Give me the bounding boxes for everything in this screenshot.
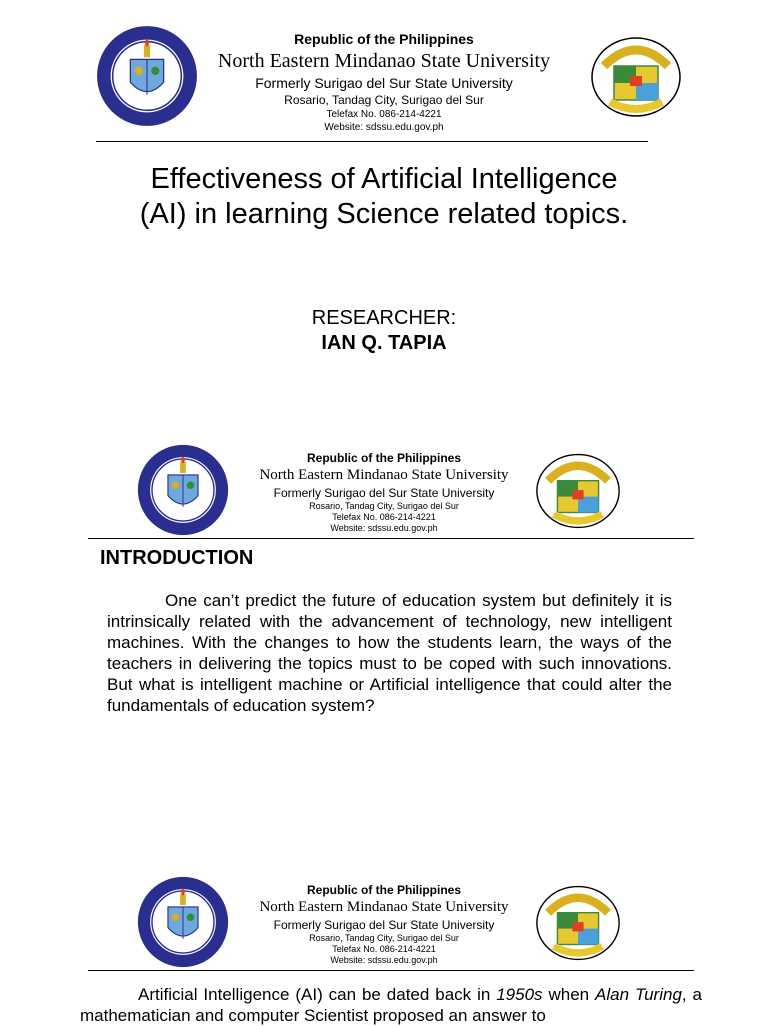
body-text-part: Artificial Intelligence (AI) can be dated back in <box>138 985 497 1004</box>
body-paragraph <box>80 984 702 1026</box>
header-formerly: Formerly Surigao del Sur State University <box>255 75 513 91</box>
body-text-part: when <box>542 985 596 1004</box>
header-address: Rosario, Tandag City, Surigao del Sur <box>309 933 459 943</box>
header-address: Rosario, Tandag City, Surigao del Sur <box>284 93 484 107</box>
header-telefax: Telefax No. 086-214-4221 <box>332 944 436 954</box>
header-republic: Republic of the Philippines <box>306 451 461 465</box>
header-telefax: Telefax No. 086-214-4221 <box>326 109 442 120</box>
header-telefax: Telefax No. 086-214-4221 <box>332 512 436 522</box>
researcher-label: RESEARCHER: <box>311 307 457 329</box>
header-formerly: Formerly Surigao del Sur State University <box>273 918 495 932</box>
section-heading: INTRODUCTION <box>100 547 254 569</box>
header-website: Website: sdssu.edu.gov.ph <box>330 955 438 965</box>
letterhead <box>0 882 768 966</box>
letterhead <box>0 30 768 134</box>
header-divider <box>96 141 648 142</box>
header-address: Rosario, Tandag City, Surigao del Sur <box>309 501 459 511</box>
body-era: 1950s <box>496 985 543 1004</box>
body-text-part: , a mathematician and computer Scientist proposed an answer to <box>80 985 702 1025</box>
header-website: Website: sdssu.edu.gov.ph <box>330 523 438 533</box>
header-website: Website: sdssu.edu.gov.ph <box>324 122 444 133</box>
introduction-paragraph: One can’t predict the future of education system but definitely it is intrinsically related with the advancement of technology, new intelligent machines. With the changes to how the students learn, the ways of the teachers in delivering the topics must to be coped with such innovations. But what is intelligent machine or Artificial intelligence that could alter the fundamentals of education system? <box>107 591 672 715</box>
title-line-2: (AI) in learning Science related topics. <box>139 198 629 230</box>
header-university: North Eastern Mindanao State University <box>259 899 509 915</box>
header-republic: Republic of the Philippines <box>294 31 474 47</box>
header-divider <box>88 970 694 971</box>
header-divider <box>88 538 694 539</box>
header-university: North Eastern Mindanao State University <box>217 50 551 72</box>
document-title <box>0 162 768 232</box>
header-republic: Republic of the Philippines <box>306 883 461 897</box>
body-person: Alan Turing <box>595 985 682 1004</box>
researcher-name: IAN Q. TAPIA <box>321 332 447 354</box>
letterhead <box>0 450 768 534</box>
title-line-1: Effectiveness of Artificial Intelligence <box>150 163 618 195</box>
header-formerly: Formerly Surigao del Sur State University <box>273 486 495 500</box>
header-university: North Eastern Mindanao State University <box>259 467 509 483</box>
